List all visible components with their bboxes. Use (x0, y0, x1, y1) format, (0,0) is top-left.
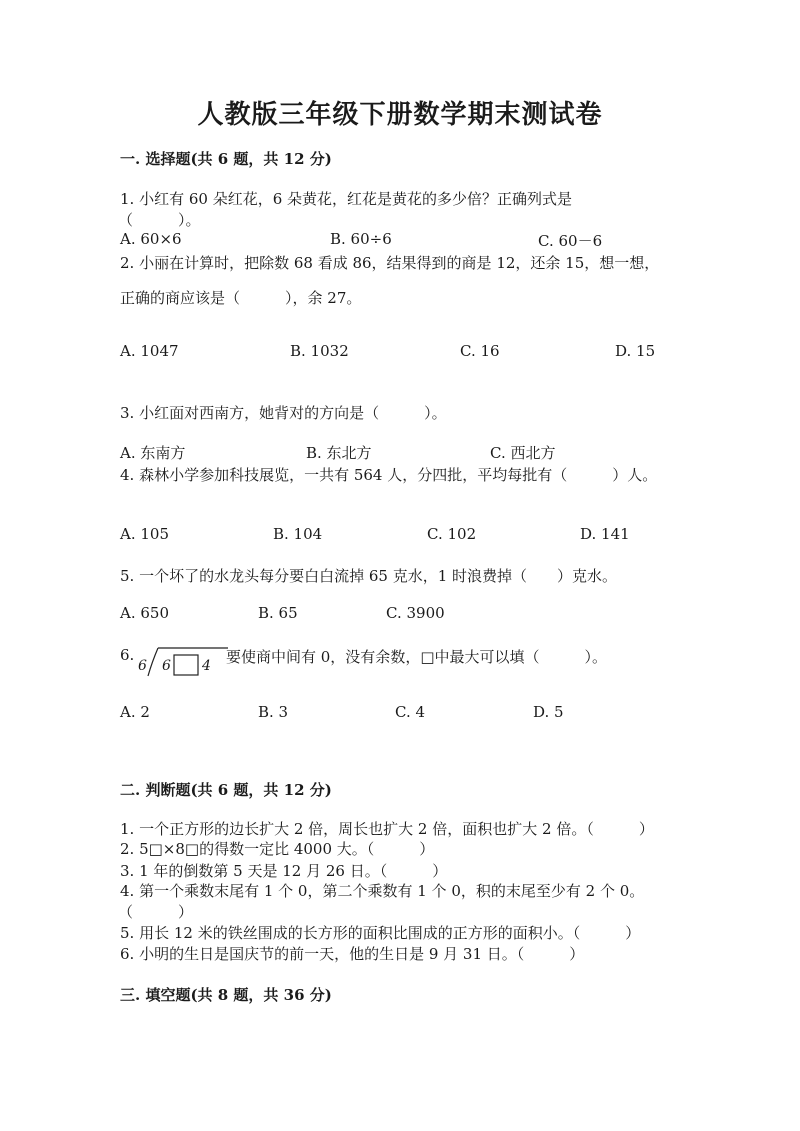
question-6-option-d: D. 5 (533, 703, 564, 721)
question-6-text: 要使商中间有 0，没有余数，□中最大可以填（ ）。 (226, 648, 607, 666)
judge-question-5: 5. 用长 12 米的铁丝围成的长方形的面积比围成的正方形的面积小。（ ） (120, 924, 641, 942)
dividend-first-digit: 6 (162, 658, 171, 674)
question-5-text: 5. 一个坏了的水龙头每分要白白流掉 65 克水，1 时浪费掉（ ）克水。 (120, 567, 618, 585)
section-heading-judge: 二. 判断题(共 6 题，共 12 分) (120, 781, 332, 799)
question-5-option-b: B. 65 (258, 604, 298, 622)
question-1-blank: （ ）。 (118, 211, 201, 229)
question-5-option-c: C. 3900 (386, 604, 445, 622)
section-heading-choice: 一. 选择题(共 6 题，共 12 分) (120, 150, 332, 168)
question-2-option-c: C. 16 (460, 342, 500, 360)
question-4-option-a: A. 105 (120, 525, 169, 543)
question-3-text: 3. 小红面对西南方，她背对的方向是（ ）。 (120, 404, 447, 422)
division-bracket-drawing (138, 646, 230, 678)
judge-question-4-blank: （ ） (118, 903, 194, 921)
section-heading-fill: 三. 填空题(共 8 题，共 36 分) (120, 986, 332, 1004)
question-1-option-b: B. 60÷6 (330, 230, 392, 248)
question-2-text: 2. 小丽在计算时，把除数 68 看成 86，结果得到的商是 12，还余 15，想一想， (120, 254, 660, 272)
judge-question-6: 6. 小明的生日是国庆节的前一天，他的生日是 9 月 31 日。（ ） (120, 945, 585, 963)
question-2-option-d: D. 15 (615, 342, 656, 360)
question-6-option-a: A. 2 (120, 703, 150, 721)
divisor-digit: 6 (138, 658, 147, 674)
question-6-option-b: B. 3 (258, 703, 289, 721)
question-1-option-a: A. 60×6 (120, 230, 182, 248)
page-title: 人教版三年级下册数学期末测试卷 (197, 100, 603, 130)
question-4-text: 4. 森林小学参加科技展览，一共有 564 人，分四批，平均每批有（ ）人。 (120, 466, 658, 484)
judge-question-2: 2. 5□×8□的得数一定比 4000 大。（ ） (120, 840, 435, 858)
question-2-option-a: A. 1047 (120, 342, 179, 360)
question-2-option-b: B. 1032 (290, 342, 349, 360)
question-6-option-c: C. 4 (395, 703, 426, 721)
judge-question-3: 3. 1 年的倒数第 5 天是 12 月 26 日。（ ） (120, 862, 448, 880)
question-3-option-b: B. 东北方 (306, 444, 372, 462)
question-1-option-c: C. 60－6 (538, 232, 603, 250)
question-4-option-d: D. 141 (580, 525, 630, 543)
question-3-option-c: C. 西北方 (490, 444, 556, 462)
question-4-option-b: B. 104 (273, 525, 323, 543)
question-3-option-a: A. 东南方 (120, 444, 186, 462)
long-division-figure (138, 646, 230, 678)
judge-question-4: 4. 第一个乘数末尾有 1 个 0，第二个乘数有 1 个 0，积的末尾至少有 2 个 0。 (120, 882, 645, 900)
question-1-text: 1. 小红有 60 朵红花，6 朵黄花，红花是黄花的多少倍？正确列式是 (120, 190, 573, 208)
question-6-number: 6. (120, 646, 135, 664)
dividend-last-digit: 4 (202, 658, 211, 674)
question-2-text-cont: 正确的商应该是（ ），余 27。 (120, 289, 362, 307)
judge-question-1: 1. 一个正方形的边长扩大 2 倍，周长也扩大 2 倍，面积也扩大 2 倍。（ ） (120, 820, 654, 838)
question-5-option-a: A. 650 (120, 604, 169, 622)
question-4-option-c: C. 102 (427, 525, 477, 543)
